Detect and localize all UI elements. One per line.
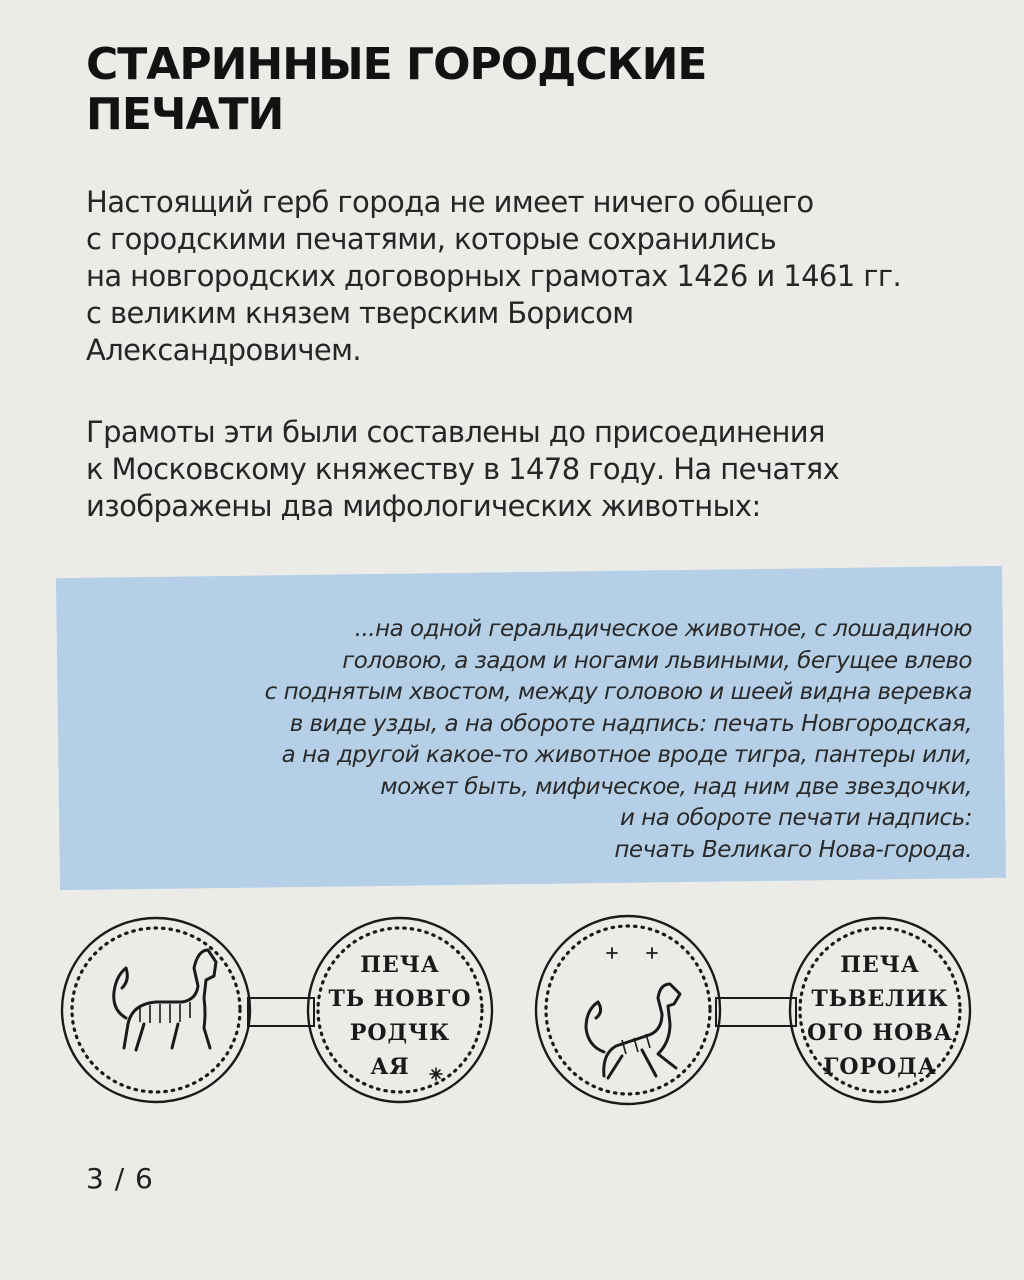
- paragraph-line: Настоящий герб города не имеет ничего общего: [86, 185, 814, 219]
- seals-illustration: [56, 906, 976, 1136]
- quote-line: и на обороте печати надпись:: [619, 805, 972, 831]
- title-line-1: СТАРИННЫЕ ГОРОДСКИЕ: [86, 39, 707, 90]
- quote-line: а на другой какое-то животное вроде тигра, пантеры или,: [281, 742, 972, 768]
- paragraph-line: на новгородских договорных грамотах 1426 и 1461 гг.: [86, 259, 902, 293]
- star-icon: [430, 1068, 442, 1080]
- seal-link-1: [248, 998, 314, 1026]
- seal-pair-2: [536, 916, 970, 1104]
- paragraph-line: с городскими печатями, которые сохранились: [86, 222, 777, 256]
- page-number: 3 / 6: [86, 1162, 154, 1195]
- title-line-2: ПЕЧАТИ: [86, 89, 284, 140]
- seal2-inscription-line: ПЕЧА: [840, 952, 920, 978]
- seal1-inscription-line: РОДЧК: [349, 1020, 451, 1046]
- seal-link-2: [716, 998, 796, 1026]
- seal-great-novgorod-inscription: [790, 918, 970, 1102]
- seal1-inscription-line: ПЕЧА: [360, 952, 440, 978]
- paragraph-line: Грамоты эти были составлены до присоединения: [86, 415, 825, 449]
- seal2-inscription-line: ОГО НОВА: [807, 1020, 953, 1046]
- quote-line: с поднятым хвостом, между головою и шеей видна веревка: [264, 679, 972, 705]
- seal1-inscription-line: ТЬ НОВГО: [328, 986, 472, 1012]
- quote-line: в виде узды, а на обороте надпись: печать Новгородская,: [289, 710, 972, 737]
- seal2-inscription-line: ТЬВЕЛИК: [811, 986, 949, 1012]
- quote-text: [72, 614, 972, 866]
- seal-pair-1: [62, 918, 492, 1102]
- star-icon: [607, 948, 657, 958]
- quote-line: ...на одной геральдическое животное, с лошадиною: [354, 616, 972, 642]
- intro-paragraph: [86, 184, 986, 369]
- second-paragraph: [86, 414, 986, 525]
- seal-novgorod-inscription: [308, 918, 492, 1102]
- horse-beast-icon: [114, 950, 216, 1050]
- seal-horse-beast: [62, 918, 250, 1102]
- paragraph-line: к Московскому княжеству в 1478 году. На печатях: [86, 452, 840, 486]
- page-title: [86, 40, 986, 140]
- paragraph-line: с великим князем тверским Борисом: [86, 296, 634, 330]
- paragraph-line: Александровичем.: [86, 333, 362, 367]
- quote-line: печать Великаго Нова-города.: [614, 836, 972, 863]
- seal1-inscription-line: АЯ: [370, 1054, 410, 1080]
- quote-line: головою, а задом и ногами львиными, бегущее влево: [342, 647, 972, 674]
- paragraph-line: изображены два мифологических животных:: [86, 489, 761, 523]
- quote-line: может быть, мифическое, над ним две звездочки,: [380, 773, 972, 800]
- seal2-inscription-line: ГОРОДА: [823, 1054, 937, 1080]
- panther-beast-icon: [586, 984, 680, 1078]
- seal-panther-beast: [536, 916, 720, 1104]
